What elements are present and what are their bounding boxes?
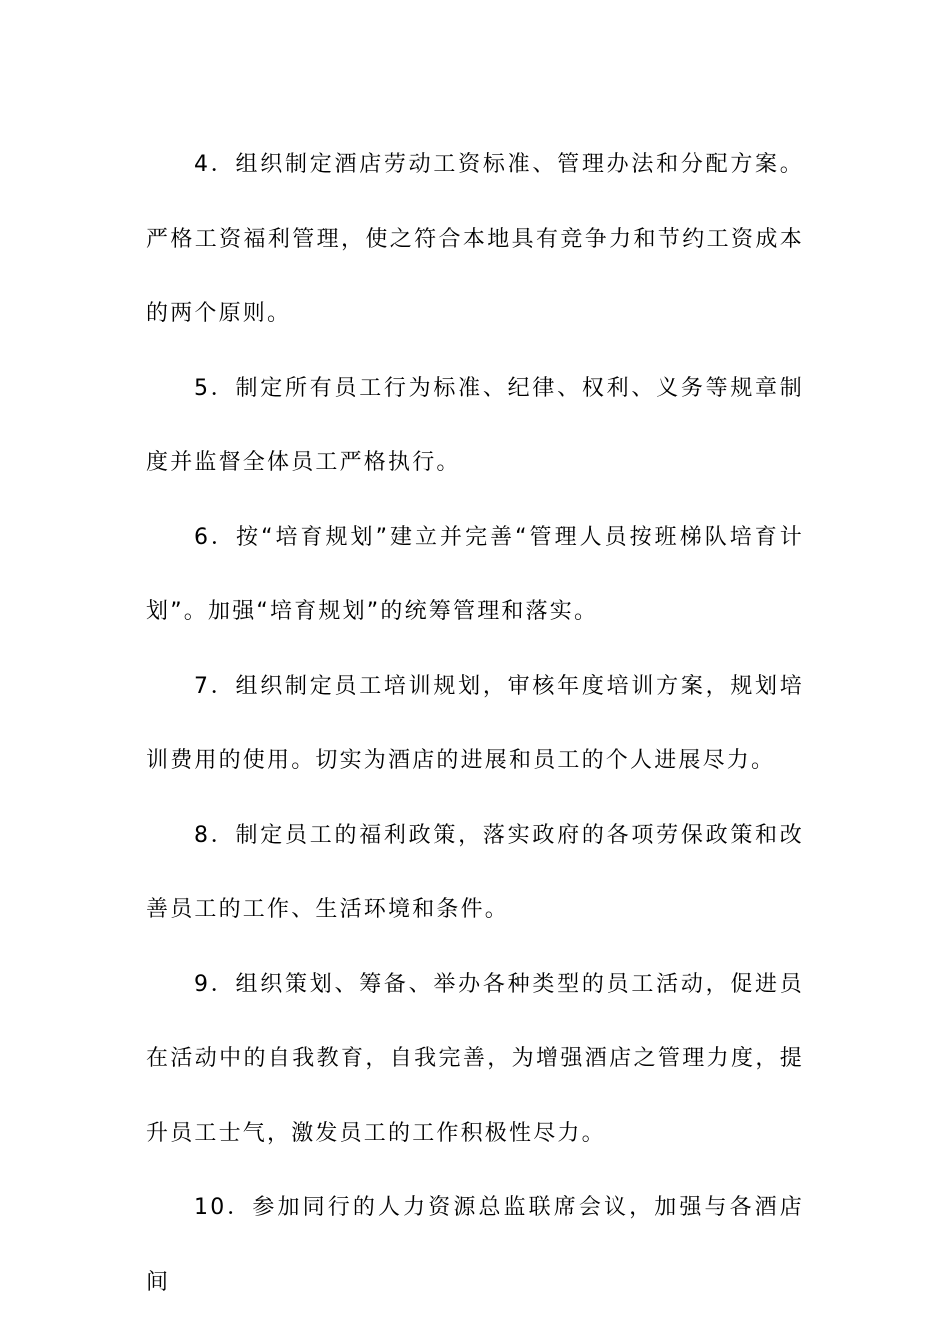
document-page [146,128,804,1320]
paragraph-item-5: 5．制定所有员工行为标准、纪律、权利、义务等规章制度并监督全体员工严格执行。 [146,375,804,475]
paragraph-item-9: 9．组织策划、筹备、举办各种类型的员工活动，促进员在活动中的自我教育，自我完善，为增强酒店之管理力度，提升员工士气，激发员工的工作积极性尽力。 [146,971,804,1146]
paragraph-item-4: 4．组织制定酒店劳动工资标准、管理办法和分配方案。严格工资福利管理，使之符合本地具有竞争力和节约工资成本的两个原则。 [146,152,804,326]
paragraph-item-7: 7．组织制定员工培训规划，审核年度培训方案，规划培训费用的使用。切实为酒店的进展和员工的个人进展尽力。 [146,673,804,773]
paragraph-item-10: 10．参加同行的人力资源总监联席会议，加强与各酒店间 [146,1195,804,1295]
paragraph-item-8: 8．制定员工的福利政策，落实政府的各项劳保政策和改善员工的工作、生活环境和条件。 [146,822,804,922]
paragraph-item-6: 6．按“培育规划”建立并完善“管理人员按班梯队培育计划”。加强“培育规划”的统筹管理和落实。 [146,524,804,624]
